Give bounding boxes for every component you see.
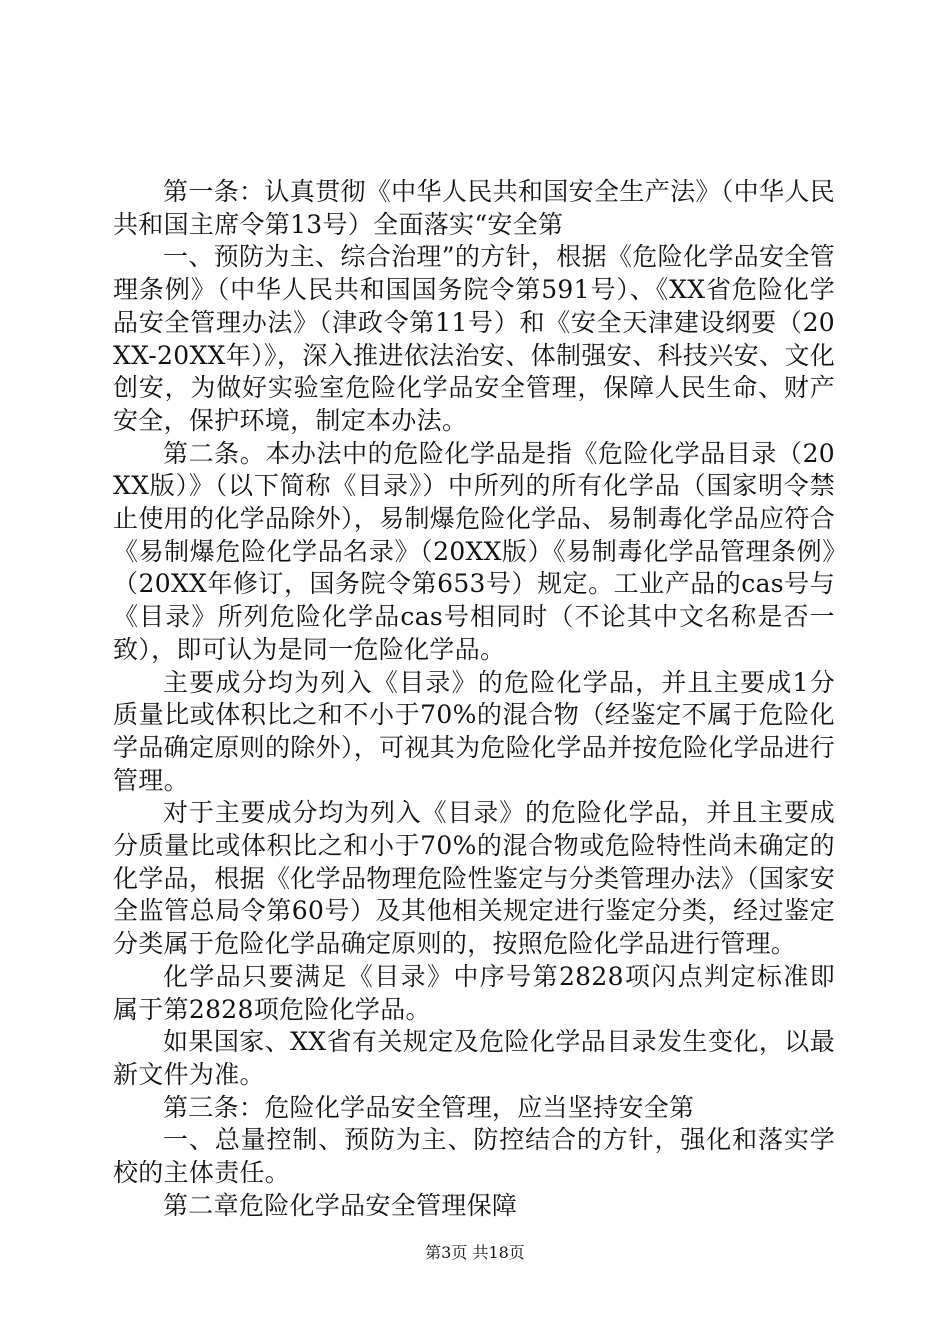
paragraph-mixture-under-70: 对于主要成分均为列入《目录》的危险化学品，并且主要成分质量比或体积比之和小于70%的混合物或危险特性尚未确定的化学品，根据《化学品物理危险性鉴定与分类管理办法》（国家安全监管总局令第60号）及其他相关规定进行鉴定分类，经过鉴定分类属于危险化学品确定原则的，按照危险化学品进行管理。: [113, 798, 835, 959]
chapter-2-heading: 第二章危险化学品安全管理保障: [163, 1190, 518, 1220]
paragraph-article-2: 第二条。本办法中的危险化学品是指《危险化学品目录（20XX版）》（以下简称《目录》）中所列的所有化学品（国家明令禁止使用的化学品除外），易制爆危险化学品、易制毒化学品应符合《易制爆危险化学品名录》（20XX版）《易制毒化学品管理条例》（20XX年修订，国务院令第653号）规定。工业产品的cas号与《目录》所列危险化学品cas号相同时（不论其中文名称是否一致），即可认为是同一危险化学品。: [113, 438, 835, 664]
page-number-footer: 第3页 共18页: [425, 1243, 525, 1262]
paragraph-article-1-continued: 一、预防为主、综合治理”的方针，根据《危险化学品安全管理条例》（中华人民共和国国务院令第591号）、《XX省危险化学品安全管理办法》（津政令第11号）和《安全天津建设纲要（20XX-20XX年）》，深入推进依法治安、体制强安、科技兴安、文化创安，为做好实验室危险化学品安全管理，保障人民生命、财产安全，保护环境，制定本办法。: [113, 242, 835, 435]
document-body: [113, 176, 835, 1223]
paragraph-article-3-continued: 一、总量控制、预防为主、防控结合的方针，强化和落实学校的主体责任。: [113, 1125, 835, 1188]
paragraph-mixture-over-70: 主要成分均为列入《目录》的危险化学品，并且主要成1分质量比或体积比之和不小于70%的混合物（经鉴定不属于危险化学品确定原则的除外），可视其为危险化学品并按危险化学品进行管理。: [113, 667, 835, 795]
paragraph-article-1: 第一条：认真贯彻《中华人民共和国安全生产法》（中华人民共和国主席令第13号）全面落实“安全第: [113, 177, 835, 239]
paragraph-article-3: 第三条：危险化学品安全管理，应当坚持安全第: [163, 1092, 695, 1122]
paragraph-latest-documents: 如果国家、XX省有关规定及危险化学品目录发生变化，以最新文件为准。: [113, 1027, 835, 1089]
paragraph-item-2828: 化学品只要满足《目录》中序号第2828项闪点判定标准即属于第2828项危险化学品。: [113, 961, 835, 1024]
